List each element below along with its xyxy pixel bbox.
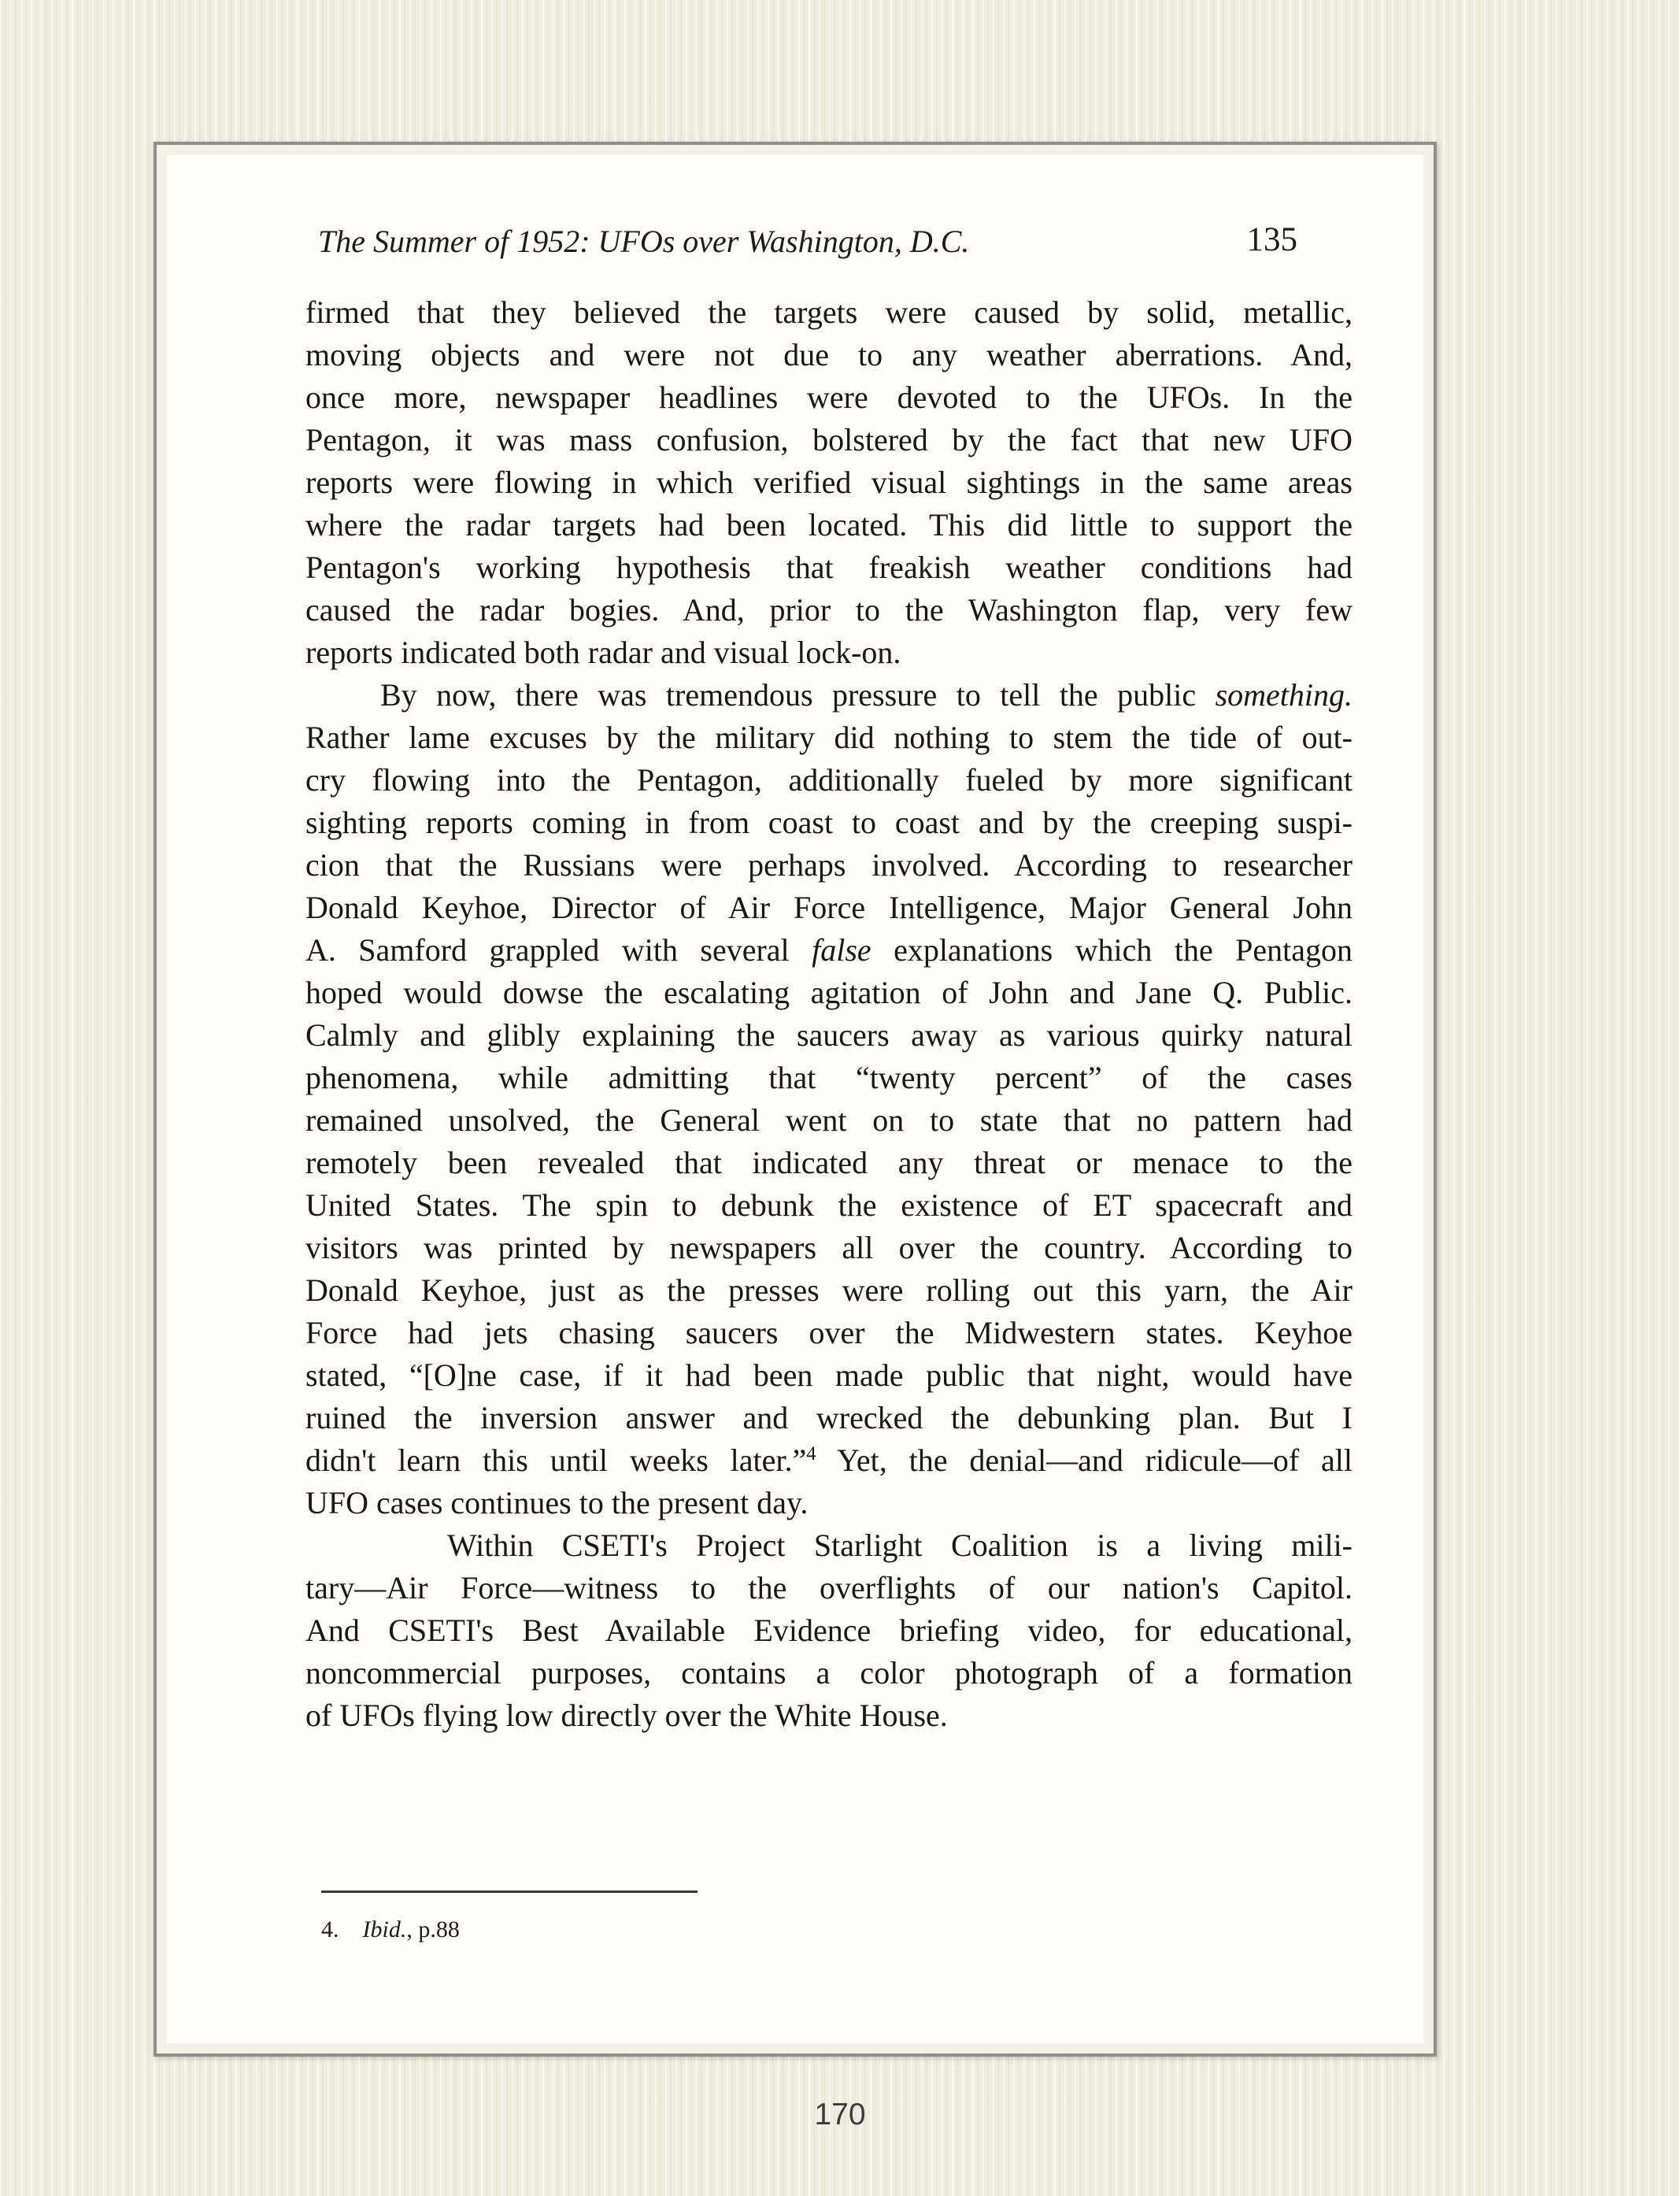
- text-line: Donald Keyhoe, just as the presses were rolling out this yarn, the Air: [305, 1272, 1353, 1308]
- text-line: noncommercial purposes, contains a color photograph of a formation: [305, 1655, 1353, 1691]
- text-line: Rather lame excuses by the military did nothing to stem the tide of out-: [305, 720, 1353, 755]
- running-header-page-number: 135: [1246, 221, 1297, 258]
- text-line: And CSETI's Best Available Evidence briefing video, for educational,: [305, 1613, 1353, 1648]
- text-line: visitors was printed by newspapers all over the country. According to: [305, 1230, 1353, 1265]
- text-line: cry flowing into the Pentagon, additionally fueled by more significant: [305, 762, 1353, 798]
- text-line: Pentagon, it was mass confusion, bolstered by the fact that new UFO: [305, 422, 1353, 457]
- text-line: caused the radar bogies. And, prior to the Washington flap, very few: [305, 592, 1353, 628]
- text-line: didn't learn this until weeks later.”$^4$ Yet, the denial—and ridicule—of all: [305, 1442, 1353, 1478]
- text-line: ruined the inversion answer and wrecked the debunking plan. But I: [305, 1400, 1353, 1435]
- footnote-marker: 4.: [321, 1916, 339, 1942]
- text-line: moving objects and were not due to any weather aberrations. And,: [305, 337, 1353, 372]
- text-line: By now, there was tremendous pressure to tell the public something.: [380, 677, 1353, 713]
- text-line: once more, newspaper headlines were devoted to the UFOs. In the: [305, 380, 1353, 415]
- text-line: stated, “[O]ne case, if it had been made public that night, would have: [305, 1357, 1353, 1393]
- text-line: remotely been revealed that indicated any threat or menace to the: [305, 1145, 1353, 1180]
- text-line: UFO cases continues to the present day.: [305, 1485, 809, 1520]
- book-page: [154, 142, 1437, 2057]
- text-line: Calmly and glibly explaining the saucers away as various quirky natural: [305, 1017, 1353, 1053]
- paragraph: [305, 291, 1353, 674]
- text-line: cion that the Russians were perhaps involved. According to researcher: [305, 847, 1353, 883]
- text-line: reports indicated both radar and visual lock-on.: [305, 635, 901, 670]
- text-line: phenomena, while admitting that “twenty percent” of the cases: [305, 1060, 1353, 1095]
- text-line: Force had jets chasing saucers over the Midwestern states. Keyhoe: [305, 1315, 1353, 1350]
- text-line: sighting reports coming in from coast to coast and by the creeping suspi-: [305, 805, 1353, 840]
- text-line: remained unsolved, the General went on to state that no pattern had: [305, 1102, 1353, 1138]
- text-line: Within CSETI's Project Starlight Coalition is a living mili-: [447, 1528, 1353, 1563]
- footnote-citation-page: , p.88: [406, 1916, 460, 1942]
- page-body-text: [305, 291, 1353, 1737]
- text-line: where the radar targets had been located. This did little to support the: [305, 507, 1353, 543]
- text-line: United States. The spin to debunk the existence of ET spacecraft and: [305, 1187, 1353, 1223]
- viewer-page-number: 170: [814, 2098, 866, 2131]
- text-line: of UFOs flying low directly over the White House.: [305, 1698, 948, 1733]
- running-header-title: The Summer of 1952: UFOs over Washington, D.C.: [318, 224, 970, 259]
- text-line: reports were flowing in which verified visual sightings in the same areas: [305, 465, 1353, 500]
- text-line: hoped would dowse the escalating agitation of John and Jane Q. Public.: [305, 975, 1353, 1010]
- text-line: A. Samford grappled with several false explanations which the Pentagon: [305, 932, 1353, 968]
- text-line: firmed that they believed the targets were caused by solid, metallic,: [305, 294, 1353, 330]
- footnote: [321, 1914, 460, 1946]
- footnote-citation-source: Ibid.: [362, 1916, 407, 1942]
- paragraph: [305, 1524, 1353, 1737]
- text-line: Donald Keyhoe, Director of Air Force Intelligence, Major General John: [305, 890, 1353, 925]
- text-line: Pentagon's working hypothesis that freakish weather conditions had: [305, 550, 1353, 585]
- paragraph: [305, 674, 1353, 1524]
- running-header: [305, 220, 1353, 266]
- footnote-divider: [321, 1890, 698, 1893]
- text-line: tary—Air Force—witness to the overflights of our nation's Capitol.: [305, 1570, 1353, 1605]
